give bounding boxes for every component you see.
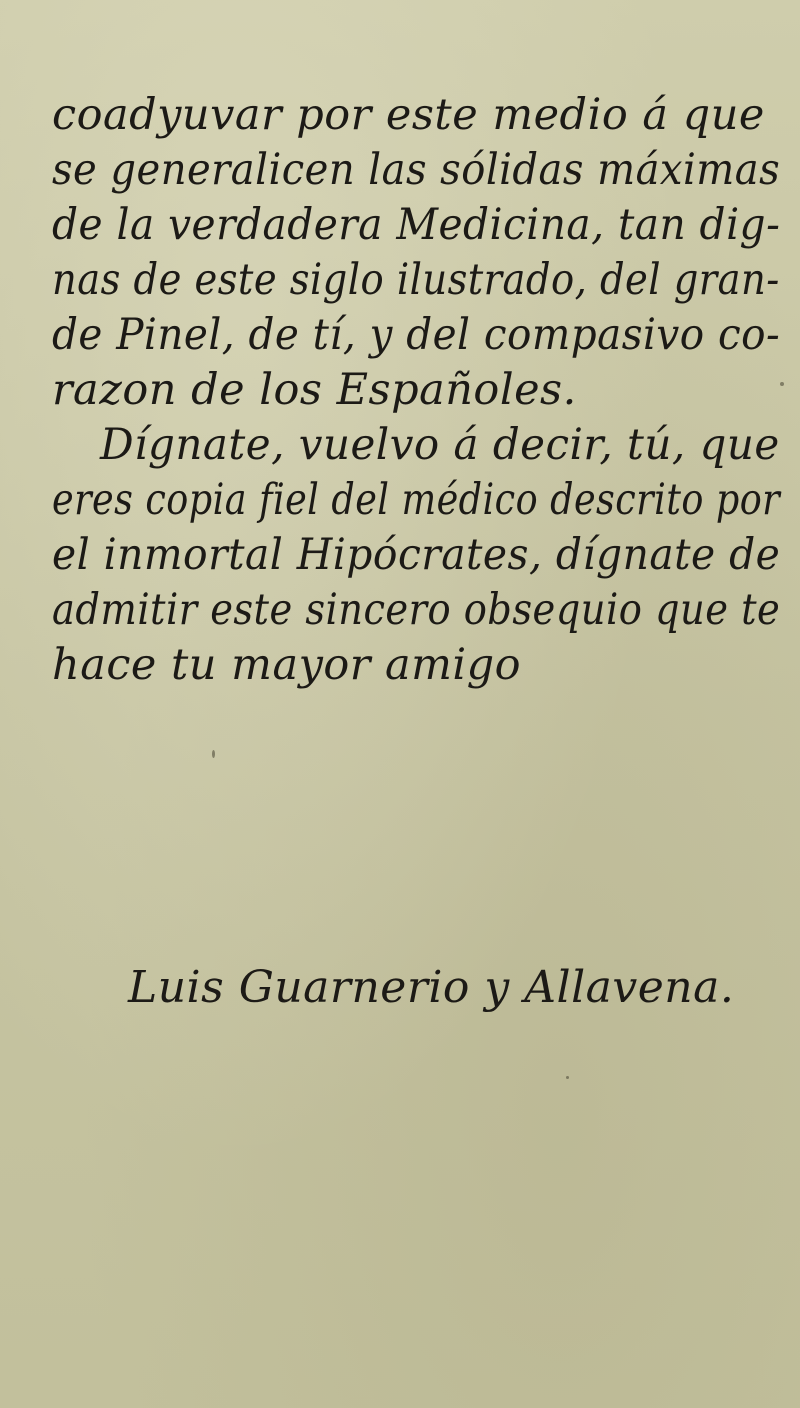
paper-speck xyxy=(780,382,784,386)
text-line-3: de la verdadera Medicina, tan dig- xyxy=(52,200,781,250)
text-line-5: de Pinel, de tí, y del compasivo co- xyxy=(52,310,781,360)
text-line-10: admitir este sincero obsequio que te xyxy=(52,585,781,635)
text-line-9: el inmortal Hipócrates, dígnate de xyxy=(52,530,781,580)
text-line-6: razon de los Españoles. xyxy=(52,365,577,415)
text-line-8: eres copia fiel del médico descrito por xyxy=(52,475,781,525)
text-line-2: se generalicen las sólidas máximas xyxy=(52,145,781,195)
text-line-11: hace tu mayor amigo xyxy=(52,640,522,690)
text-line-4: nas de este siglo ilustrado, del gran- xyxy=(52,255,780,305)
signature: Luis Guarnerio y Allavena. xyxy=(128,962,735,1013)
text-line-1: coadyuvar por este medio á que xyxy=(52,90,765,140)
paper-speck xyxy=(566,1076,569,1079)
paper-speck xyxy=(212,750,215,758)
text-line-7: Dígnate, vuelvo á decir, tú, que xyxy=(100,420,780,470)
